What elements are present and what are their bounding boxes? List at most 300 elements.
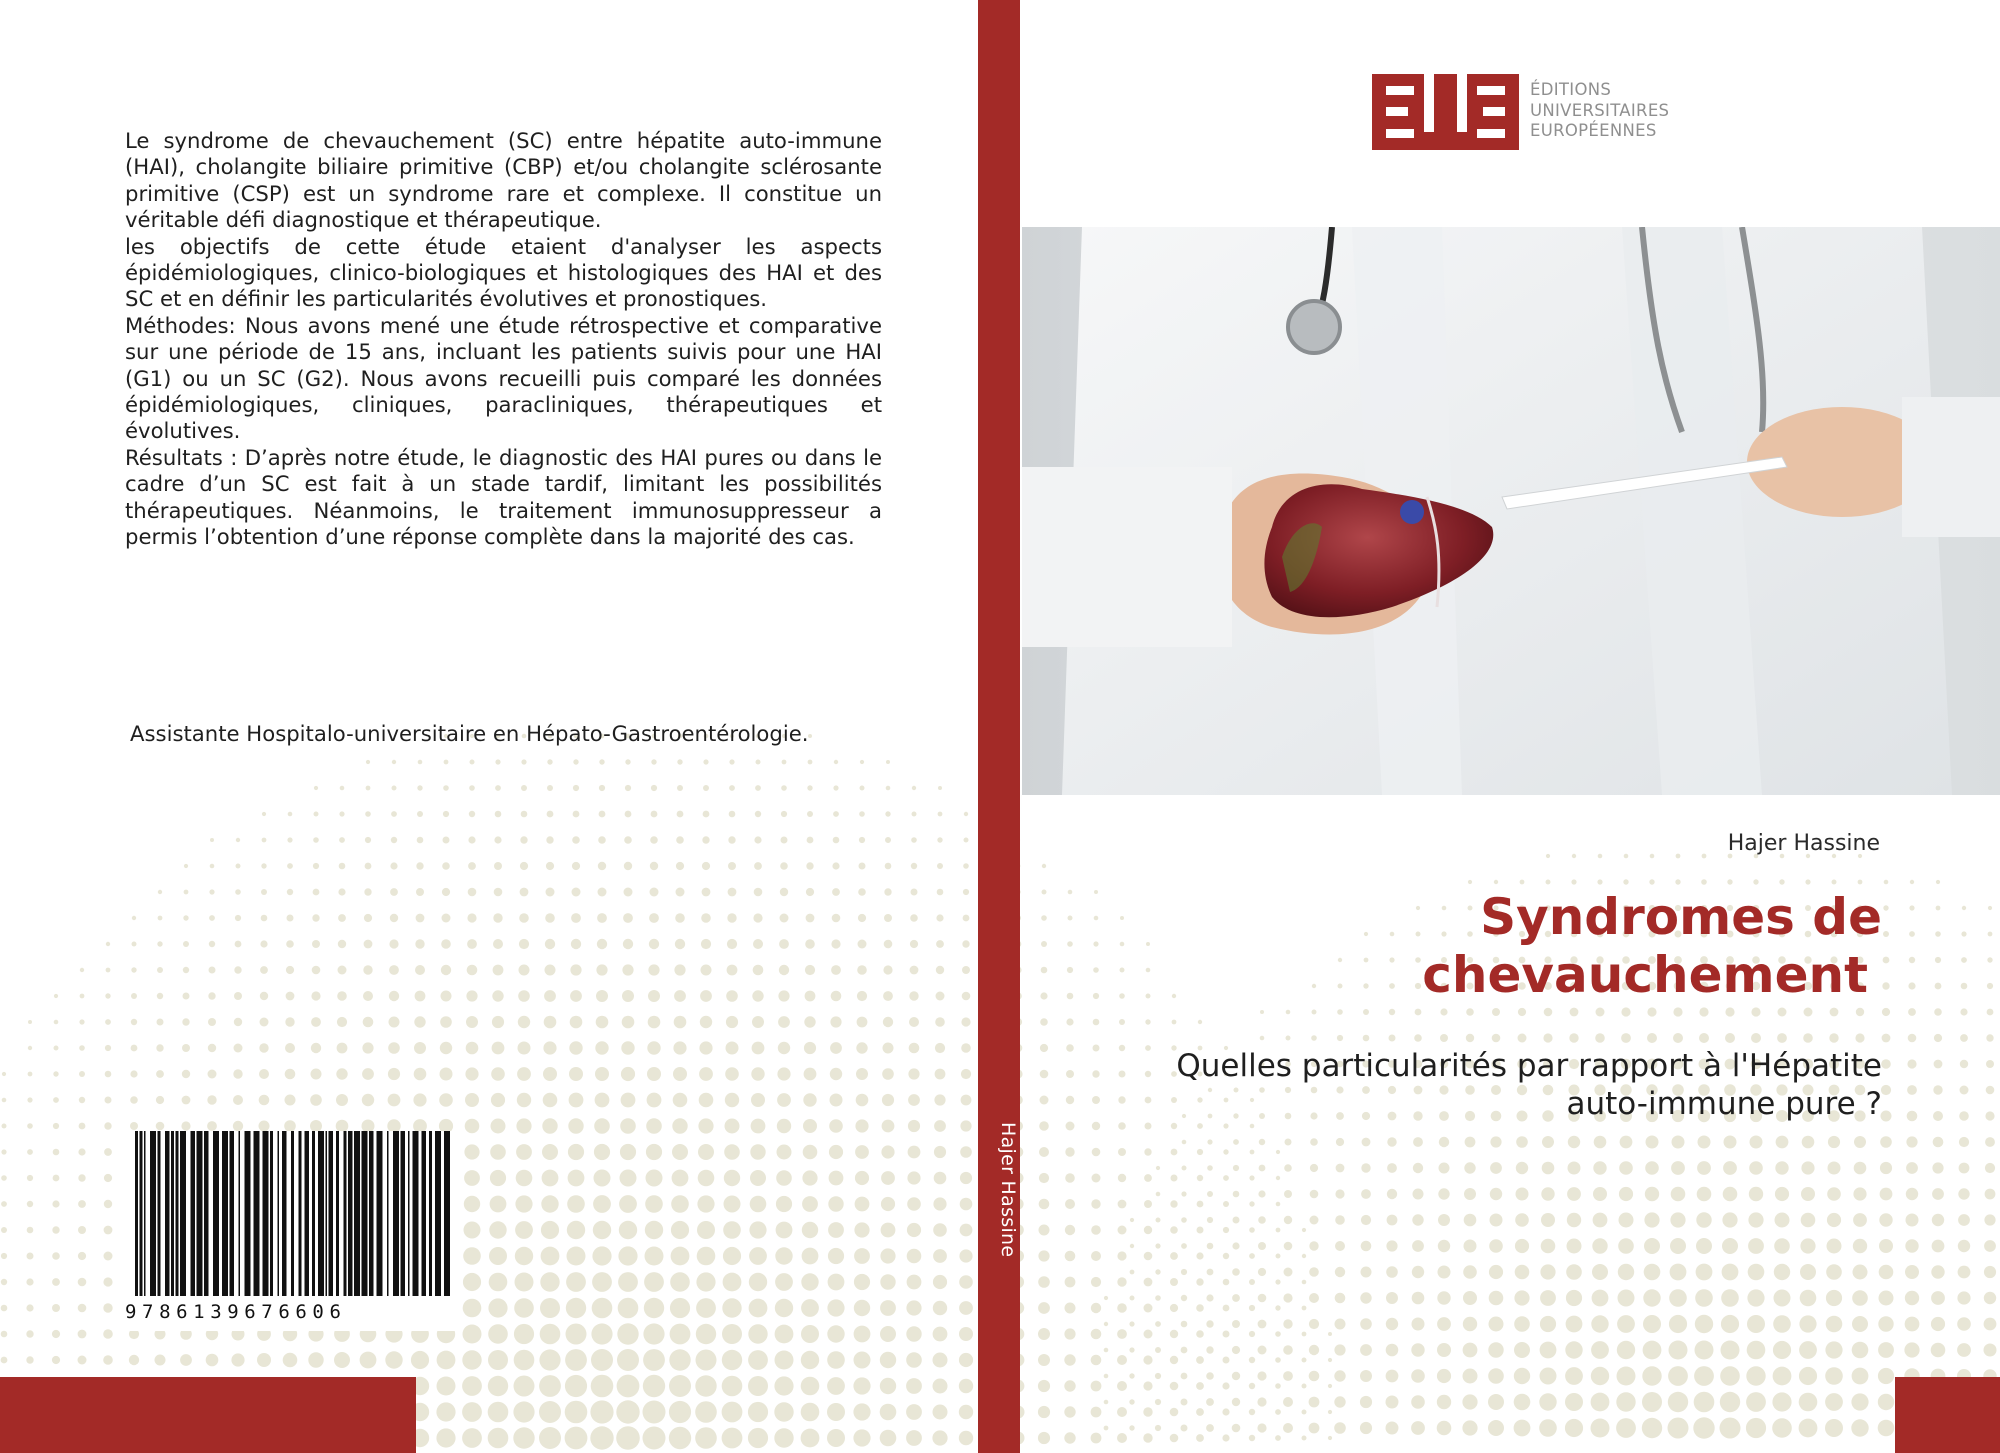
background-dot xyxy=(1284,1164,1292,1172)
background-dot xyxy=(1829,1033,1838,1042)
background-dot xyxy=(339,811,344,816)
background-dot xyxy=(1412,1292,1425,1305)
background-dot xyxy=(1206,1372,1214,1380)
background-dot xyxy=(804,1068,817,1081)
background-dot xyxy=(643,1375,665,1397)
background-dot xyxy=(1439,1163,1450,1174)
background-dot xyxy=(907,1197,921,1211)
background-dot xyxy=(105,1019,111,1025)
background-dot xyxy=(1565,1419,1583,1437)
background-dot xyxy=(1283,1345,1293,1355)
background-dot xyxy=(1276,1202,1281,1207)
background-dot xyxy=(464,1144,479,1159)
background-dot xyxy=(833,811,839,817)
background-dot xyxy=(360,1352,377,1369)
background-dot xyxy=(831,965,841,975)
background-dot xyxy=(1334,1396,1345,1407)
background-dot xyxy=(518,1016,530,1028)
blurb-paragraph: Résultats : D’après notre étude, le diagnostic des HAI pures ou dans le cadre d’un SC est fait à un stade tardif, limitant les possibilités thérapeutiques. Néanmoins, le traitement immunosuppresseur a permis l’obtention d’une réponse complète dans la majorité des cas. xyxy=(125,444,882,550)
background-dot xyxy=(463,1273,481,1291)
background-dot xyxy=(1258,1242,1266,1250)
barcode-bar xyxy=(369,1131,374,1296)
background-dot xyxy=(1858,880,1863,885)
background-dot xyxy=(1697,1187,1712,1202)
background-dot xyxy=(1283,1371,1293,1381)
background-dot xyxy=(698,1144,714,1160)
background-dot xyxy=(1568,1162,1581,1175)
background-dot xyxy=(911,889,918,896)
background-dot xyxy=(1328,1332,1332,1336)
background-dot xyxy=(1438,1188,1449,1199)
background-dot xyxy=(52,1252,60,1260)
background-dot xyxy=(389,991,399,1001)
background-dot xyxy=(1093,1019,1100,1026)
background-dot xyxy=(1334,1422,1346,1434)
background-dot xyxy=(1800,1290,1817,1307)
background-dot xyxy=(1488,1368,1504,1384)
background-dot xyxy=(1645,1161,1659,1175)
background-dot xyxy=(650,862,658,870)
background-dot xyxy=(1438,1266,1451,1279)
background-dot xyxy=(1302,1254,1306,1258)
background-dot xyxy=(858,888,866,896)
background-dot xyxy=(1065,1173,1075,1183)
background-dot xyxy=(28,1046,32,1050)
background-dot xyxy=(443,837,450,844)
background-dot xyxy=(935,1017,945,1027)
background-dot xyxy=(1,1279,7,1285)
background-dot xyxy=(390,914,398,922)
background-dot xyxy=(1170,1382,1179,1391)
background-dot xyxy=(209,915,215,921)
background-dot xyxy=(592,1272,612,1292)
background-dot xyxy=(1360,1396,1372,1408)
background-dot xyxy=(1387,1163,1397,1173)
background-dot xyxy=(567,1247,586,1266)
background-dot xyxy=(1598,854,1603,859)
background-dot xyxy=(1568,1136,1580,1148)
background-dot xyxy=(488,1298,507,1317)
background-dot xyxy=(1520,880,1525,885)
background-dot xyxy=(1302,1410,1307,1415)
barcode-bar xyxy=(239,1131,241,1296)
background-dot xyxy=(1117,1277,1126,1286)
background-dot xyxy=(1223,1357,1230,1364)
background-dot xyxy=(1440,1008,1447,1015)
background-dot xyxy=(780,914,789,923)
background-dot xyxy=(436,1402,455,1421)
background-dot xyxy=(727,965,738,976)
background-dot xyxy=(1197,1149,1203,1155)
background-dot xyxy=(1465,1137,1476,1148)
background-dot xyxy=(493,939,503,949)
title-line: chevauchement xyxy=(1422,946,1868,1004)
background-dot xyxy=(756,760,761,765)
background-dot xyxy=(594,1144,610,1160)
background-dot xyxy=(515,1247,533,1265)
background-dot xyxy=(726,990,738,1002)
background-dot xyxy=(959,1301,973,1315)
barcode-bar xyxy=(318,1131,324,1296)
background-dot xyxy=(1181,1191,1186,1196)
background-dot xyxy=(1309,1423,1320,1434)
background-dot xyxy=(1038,1302,1050,1314)
background-dot xyxy=(831,939,840,948)
background-dot xyxy=(806,888,814,896)
background-dot xyxy=(907,1275,922,1290)
background-dot xyxy=(702,836,709,843)
background-dot xyxy=(1,1305,8,1312)
background-dot xyxy=(260,966,268,974)
background-dot xyxy=(1066,1018,1073,1025)
background-dot xyxy=(1309,1397,1320,1408)
background-dot xyxy=(1041,915,1047,921)
background-dot xyxy=(727,913,736,922)
background-dot xyxy=(1389,1035,1396,1042)
background-dot xyxy=(1091,1355,1102,1366)
background-dot xyxy=(1386,1292,1398,1304)
background-dot xyxy=(1118,1148,1126,1156)
background-dot xyxy=(542,1170,559,1187)
background-dot xyxy=(80,994,85,999)
background-dot xyxy=(1091,1433,1102,1444)
background-dot xyxy=(1310,1138,1318,1146)
background-dot xyxy=(1129,1425,1134,1430)
subtitle-line: auto-immune pure ? xyxy=(1566,1086,1882,1122)
background-dot xyxy=(131,993,137,999)
background-dot xyxy=(646,1170,663,1187)
background-dot xyxy=(1673,1033,1683,1043)
background-dot xyxy=(754,888,763,897)
background-dot xyxy=(937,837,942,842)
background-dot xyxy=(750,1144,765,1159)
background-dot xyxy=(1619,1213,1634,1228)
background-dot xyxy=(669,1427,691,1449)
background-dot xyxy=(1621,1007,1630,1016)
background-dot xyxy=(1879,1213,1892,1226)
background-dot xyxy=(596,1016,609,1029)
background-dot xyxy=(729,759,734,764)
background-dot xyxy=(702,888,711,897)
background-dot xyxy=(880,1378,896,1394)
background-dot xyxy=(648,1016,661,1029)
background-dot xyxy=(673,1093,688,1108)
barcode-bar xyxy=(429,1131,432,1296)
background-dot xyxy=(907,1171,920,1184)
background-dot xyxy=(132,916,136,920)
background-dot xyxy=(697,1221,715,1239)
barcode-bar xyxy=(150,1131,156,1296)
background-dot xyxy=(340,786,345,791)
background-dot xyxy=(804,1016,815,1027)
background-dot xyxy=(1960,1086,1969,1095)
background-dot xyxy=(547,759,552,764)
background-dot xyxy=(828,1274,845,1291)
background-dot xyxy=(1827,1239,1842,1254)
background-dot xyxy=(308,1352,323,1367)
background-dot xyxy=(1777,1033,1787,1043)
background-dot xyxy=(540,1272,559,1291)
background-dot xyxy=(1,1175,7,1181)
background-dot xyxy=(573,759,578,764)
background-dot xyxy=(885,811,890,816)
background-dot xyxy=(776,1196,792,1212)
background-dot xyxy=(907,1249,922,1264)
background-dot xyxy=(754,862,762,870)
background-dot xyxy=(1466,1008,1474,1016)
background-dot xyxy=(520,888,529,897)
background-dot xyxy=(1518,1034,1527,1043)
background-dot xyxy=(365,837,371,843)
background-dot xyxy=(520,836,527,843)
background-dot xyxy=(1129,1321,1134,1326)
background-dot xyxy=(964,838,969,843)
background-dot xyxy=(703,759,708,764)
background-dot xyxy=(1249,1201,1254,1206)
background-dot xyxy=(1490,1188,1502,1200)
background-dot xyxy=(1830,1008,1839,1017)
background-dot xyxy=(542,1144,558,1160)
background-dot xyxy=(776,1170,792,1186)
background-dot xyxy=(464,1222,481,1239)
background-dot xyxy=(590,1400,613,1423)
background-dot xyxy=(962,966,970,974)
background-dot xyxy=(1958,1240,1970,1252)
background-dot xyxy=(1827,1213,1841,1227)
background-dot xyxy=(183,915,188,920)
background-dot xyxy=(827,1403,845,1421)
background-dot xyxy=(749,1273,767,1291)
background-dot xyxy=(1092,1174,1101,1183)
background-dot xyxy=(1540,1316,1556,1332)
background-dot xyxy=(103,1355,113,1365)
background-dot xyxy=(1130,1270,1135,1275)
background-dot xyxy=(592,1298,613,1319)
background-dot xyxy=(1931,1317,1945,1331)
background-dot xyxy=(1197,1175,1203,1181)
background-dot xyxy=(491,1067,505,1081)
background-dot xyxy=(1118,1200,1127,1209)
background-dot xyxy=(856,1042,867,1053)
barcode-bar xyxy=(344,1131,347,1296)
background-dot xyxy=(362,1042,373,1053)
barcode-bar xyxy=(165,1131,170,1296)
background-dot xyxy=(1197,1227,1204,1234)
background-dot xyxy=(1117,1329,1127,1339)
background-dot xyxy=(1958,1266,1971,1279)
background-dot xyxy=(27,1253,34,1260)
background-dot xyxy=(1284,1190,1292,1198)
background-dot xyxy=(1286,1010,1291,1015)
barcode-bar xyxy=(213,1131,219,1296)
background-dot xyxy=(1387,1137,1396,1146)
background-dot xyxy=(78,1356,87,1365)
background-dot xyxy=(313,863,319,869)
background-dot xyxy=(695,1401,717,1423)
background-dot xyxy=(833,785,838,790)
background-dot xyxy=(1595,1033,1605,1043)
background-dot xyxy=(546,836,553,843)
background-dot xyxy=(1233,1217,1240,1224)
barcode-bar xyxy=(278,1131,280,1296)
background-dot xyxy=(1988,906,1992,910)
background-dot xyxy=(1302,1384,1307,1389)
background-dot xyxy=(1957,1343,1971,1357)
background-dot xyxy=(1207,1269,1214,1276)
background-dot xyxy=(1828,1136,1840,1148)
background-dot xyxy=(1775,1161,1788,1174)
background-dot xyxy=(1569,1033,1578,1042)
background-dot xyxy=(830,1042,842,1054)
background-dot xyxy=(80,968,84,972)
background-dot xyxy=(1064,1380,1075,1391)
background-dot xyxy=(519,965,530,976)
background-dot xyxy=(1117,1355,1127,1365)
background-dot xyxy=(1,1357,8,1364)
background-dot xyxy=(1932,1240,1945,1253)
background-dot xyxy=(1182,1166,1187,1171)
background-dot xyxy=(1725,1007,1734,1016)
background-dot xyxy=(1799,1315,1816,1332)
background-dot xyxy=(880,1430,897,1447)
background-dot xyxy=(566,1272,586,1292)
background-dot xyxy=(803,1093,816,1106)
background-dot xyxy=(337,1043,348,1054)
background-dot xyxy=(312,966,321,975)
background-dot xyxy=(444,760,449,765)
background-dot xyxy=(963,889,969,895)
background-dot xyxy=(1275,1383,1281,1389)
background-dot xyxy=(1880,1136,1892,1148)
background-dot xyxy=(1958,1214,1970,1226)
background-dot xyxy=(1156,1166,1160,1170)
background-dot xyxy=(411,1351,429,1369)
background-dot xyxy=(492,1016,504,1028)
barcode-bar xyxy=(291,1131,294,1296)
background-dot xyxy=(755,811,761,817)
background-dot xyxy=(1146,994,1151,999)
background-dot xyxy=(1986,1034,1993,1041)
background-dot xyxy=(938,812,943,817)
background-dot xyxy=(959,1275,973,1289)
background-dot xyxy=(1804,1008,1813,1017)
background-dot xyxy=(235,889,241,895)
background-dot xyxy=(1593,1187,1607,1201)
background-dot xyxy=(1207,1191,1213,1197)
background-dot xyxy=(651,785,657,791)
background-dot xyxy=(1328,1436,1332,1440)
barcode-bar xyxy=(245,1131,251,1296)
background-dot xyxy=(853,1377,870,1394)
background-dot xyxy=(515,1273,534,1292)
background-dot xyxy=(597,939,607,949)
background-dot xyxy=(414,1016,425,1027)
background-dot xyxy=(543,1093,558,1108)
background-dot xyxy=(1066,1070,1074,1078)
background-dot xyxy=(488,1350,508,1370)
background-dot xyxy=(489,1273,508,1292)
background-dot xyxy=(1170,1304,1178,1312)
background-dot xyxy=(599,811,606,818)
background-dot xyxy=(1799,1419,1818,1438)
background-dot xyxy=(854,1248,870,1264)
background-dot xyxy=(262,838,267,843)
background-dot xyxy=(1437,1421,1452,1436)
background-dot xyxy=(338,914,346,922)
background-dot xyxy=(362,1094,374,1106)
background-dot xyxy=(1878,1394,1894,1410)
background-dot xyxy=(53,1175,60,1182)
background-dot xyxy=(1643,1289,1660,1306)
background-dot xyxy=(1961,931,1966,936)
background-dot xyxy=(1283,1397,1293,1407)
background-dot xyxy=(1643,1315,1661,1333)
background-dot xyxy=(1040,992,1047,999)
background-dot xyxy=(1249,1357,1255,1363)
background-dot xyxy=(697,1195,714,1212)
background-dot xyxy=(807,785,812,790)
background-dot xyxy=(695,1427,717,1449)
background-dot xyxy=(1064,1328,1075,1339)
background-dot xyxy=(337,991,347,1001)
background-dot xyxy=(1065,1225,1075,1235)
book-title xyxy=(1182,888,1882,1004)
background-dot xyxy=(26,1278,33,1285)
background-dot xyxy=(910,914,918,922)
background-dot xyxy=(803,1119,817,1133)
background-dot xyxy=(1592,1264,1608,1280)
background-dot xyxy=(540,1324,561,1345)
background-dot xyxy=(571,939,581,949)
background-dot xyxy=(1906,1136,1917,1147)
background-dot xyxy=(158,890,162,894)
background-dot xyxy=(259,1069,269,1079)
background-dot xyxy=(392,760,396,764)
background-dot xyxy=(1386,1266,1398,1278)
background-dot xyxy=(622,990,634,1002)
background-dot xyxy=(516,1144,532,1160)
background-dot xyxy=(1181,1373,1188,1380)
background-dot xyxy=(568,1118,583,1133)
background-dot xyxy=(207,1095,216,1104)
back-bottom-bar xyxy=(0,1377,416,1453)
background-dot xyxy=(462,1402,482,1422)
background-dot xyxy=(779,939,789,949)
background-dot xyxy=(1826,1264,1842,1280)
background-dot xyxy=(1386,1422,1399,1435)
background-dot xyxy=(1249,1305,1255,1311)
background-dot xyxy=(829,1119,843,1133)
background-dot xyxy=(1668,1392,1688,1412)
background-dot xyxy=(1275,1357,1281,1363)
background-dot xyxy=(801,1299,819,1317)
background-dot xyxy=(591,1349,613,1371)
background-dot xyxy=(234,1044,243,1053)
background-dot xyxy=(288,812,293,817)
background-dot xyxy=(882,1068,894,1080)
title-line: Syndromes de xyxy=(1480,888,1882,946)
background-dot xyxy=(1130,1218,1134,1222)
background-dot xyxy=(830,1068,842,1080)
background-dot xyxy=(808,760,813,765)
background-dot xyxy=(1413,1163,1423,1173)
background-dot xyxy=(1854,1136,1866,1148)
background-dot xyxy=(336,1094,348,1106)
background-dot xyxy=(1232,1372,1240,1380)
background-dot xyxy=(674,1016,687,1029)
background-dot xyxy=(207,1121,217,1131)
background-dot xyxy=(543,1067,557,1081)
